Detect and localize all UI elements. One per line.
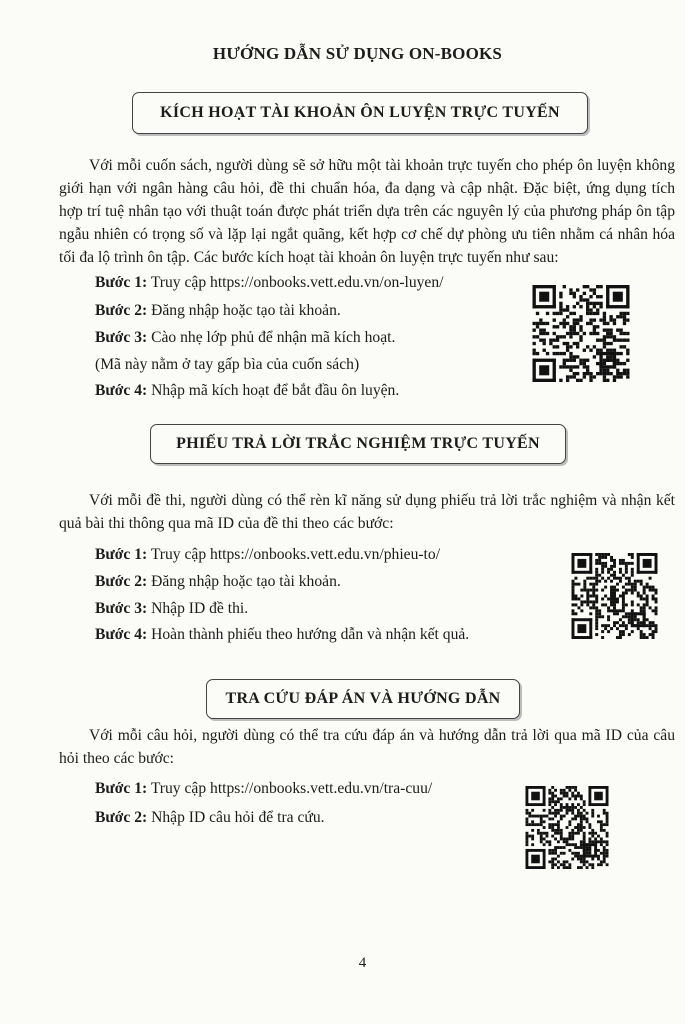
section-intro-answer-sheet: Với mỗi đề thi, người dùng có thể rèn kĩ năng sử dụng phiếu trả lời trắc nghiệm và nhận kết quả bài thi thông qua mã ID của đề thi theo các bước:	[59, 492, 675, 532]
section-intro-activate-account: Với mỗi cuốn sách, người dùng sẽ sở hữu một tài khoản trực tuyến cho phép ôn luyện không giới hạn với ngân hàng câu hỏi, đề thi chuẩn hóa, đa dạng và cập nhật. Đặc biệt, ứng dụng tích hợp trí tuệ nhân tạo với thuật toán được phát triển dựa trên các nguyên lý của phương pháp ôn tập ngẫu nhiên có trọng số và lặp lại ngắt quãng, kết hợp cơ chế dự phòng ưu tiên nhằm cá nhân hóa tối đa lộ trình ôn tập. Các bước kích hoạt tài khoản ôn luyện trực tuyến như sau:	[59, 157, 675, 266]
section-heading-lookup	[206, 679, 520, 719]
qr-code-icon	[571, 553, 658, 639]
step-4: Bước 4: Hoàn thành phiếu theo hướng dẫn và nhận kết quả.	[95, 626, 470, 643]
step-note: (Mã này nằm ở tay gấp bìa của cuốn sách)	[95, 356, 360, 373]
step-3: Bước 3: Cào nhẹ lớp phủ để nhận mã kích hoạt.	[95, 329, 396, 346]
page-number: 4	[358, 955, 367, 971]
step-4: Bước 4: Nhập mã kích hoạt để bắt đầu ôn luyện.	[95, 382, 400, 399]
section-heading-text: KÍCH HOẠT TÀI KHOẢN ÔN LUYỆN TRỰC TUYẾN	[160, 104, 560, 121]
step-3: Bước 3: Nhập ID đề thi.	[95, 600, 249, 617]
step-1: Bước 1: Truy cập https://onbooks.vett.edu.vn/on-luyen/	[95, 274, 444, 291]
section-heading-activate-account	[132, 92, 588, 134]
step-2: Bước 2: Đăng nhập hoặc tạo tài khoản.	[95, 302, 341, 319]
step-1: Bước 1: Truy cập https://onbooks.vett.edu.vn/tra-cuu/	[95, 780, 433, 797]
step-2: Bước 2: Đăng nhập hoặc tạo tài khoản.	[95, 573, 341, 590]
qr-code-icon	[531, 285, 631, 382]
step-1: Bước 1: Truy cập https://onbooks.vett.edu.vn/phieu-to/	[95, 546, 441, 563]
section-intro-lookup: Với mỗi câu hỏi, người dùng có thể tra cứu đáp án và hướng dẫn trả lời qua mã ID của câu hỏi theo các bước:	[59, 727, 675, 767]
section-heading-answer-sheet	[150, 424, 566, 464]
page-title: HƯỚNG DẪN SỬ DỤNG ON-BOOKS	[212, 44, 503, 63]
qr-code-icon	[525, 786, 609, 869]
section-heading-text: PHIẾU TRẢ LỜI TRẮC NGHIỆM TRỰC TUYẾN	[176, 435, 540, 452]
step-2: Bước 2: Nhập ID câu hỏi để tra cứu.	[95, 809, 325, 826]
section-heading-text: TRA CỨU ĐÁP ÁN VÀ HƯỚNG DẪN	[225, 690, 501, 707]
